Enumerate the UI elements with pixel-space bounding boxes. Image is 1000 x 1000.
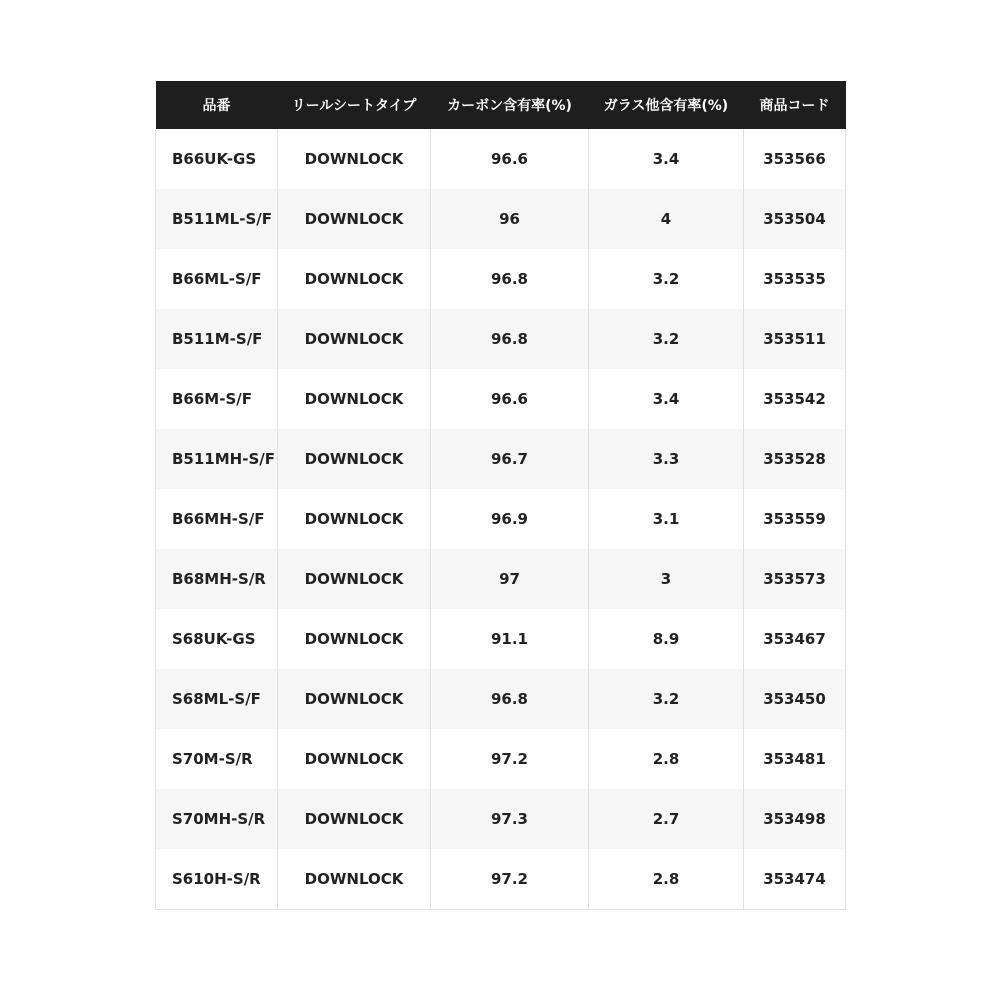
- cell-reel-seat-type: DOWNLOCK: [278, 309, 431, 369]
- cell-carbon-content: 97.2: [431, 849, 589, 910]
- table-row: [156, 309, 846, 369]
- cell-carbon-content: 97: [431, 549, 589, 609]
- table-header: [156, 81, 846, 129]
- cell-glass-content: 3.2: [589, 249, 744, 309]
- table-row: [156, 249, 846, 309]
- cell-product-code: 353542: [744, 369, 846, 429]
- cell-product-number: S70MH-S/R: [156, 789, 278, 849]
- cell-product-code: 353511: [744, 309, 846, 369]
- cell-reel-seat-type: DOWNLOCK: [278, 189, 431, 249]
- cell-product-number: B68MH-S/R: [156, 549, 278, 609]
- table-row: [156, 429, 846, 489]
- cell-reel-seat-type: DOWNLOCK: [278, 369, 431, 429]
- cell-carbon-content: 91.1: [431, 609, 589, 669]
- table-row: [156, 549, 846, 609]
- table-row: [156, 609, 846, 669]
- cell-glass-content: 3.2: [589, 669, 744, 729]
- cell-carbon-content: 96.6: [431, 369, 589, 429]
- cell-carbon-content: 96.8: [431, 669, 589, 729]
- cell-reel-seat-type: DOWNLOCK: [278, 789, 431, 849]
- header-row: [156, 81, 846, 129]
- cell-product-number: S68ML-S/F: [156, 669, 278, 729]
- cell-carbon-content: 96.6: [431, 129, 589, 189]
- cell-reel-seat-type: DOWNLOCK: [278, 549, 431, 609]
- header-glass-content: ガラス他含有率(%): [589, 81, 744, 129]
- cell-carbon-content: 96.7: [431, 429, 589, 489]
- cell-glass-content: 3.3: [589, 429, 744, 489]
- header-carbon-content: カーボン含有率(%): [431, 81, 589, 129]
- table-row: [156, 189, 846, 249]
- table-row: [156, 369, 846, 429]
- header-product-code: 商品コード: [744, 81, 846, 129]
- cell-glass-content: 4: [589, 189, 744, 249]
- cell-product-number: B511ML-S/F: [156, 189, 278, 249]
- cell-product-code: 353498: [744, 789, 846, 849]
- cell-product-number: S610H-S/R: [156, 849, 278, 910]
- cell-glass-content: 2.8: [589, 849, 744, 910]
- cell-reel-seat-type: DOWNLOCK: [278, 609, 431, 669]
- cell-reel-seat-type: DOWNLOCK: [278, 729, 431, 789]
- cell-reel-seat-type: DOWNLOCK: [278, 129, 431, 189]
- cell-product-number: B511MH-S/F: [156, 429, 278, 489]
- cell-carbon-content: 96.9: [431, 489, 589, 549]
- cell-product-number: S70M-S/R: [156, 729, 278, 789]
- cell-reel-seat-type: DOWNLOCK: [278, 849, 431, 910]
- cell-product-number: B66UK-GS: [156, 129, 278, 189]
- header-reel-seat-type: リールシートタイプ: [278, 81, 431, 129]
- cell-glass-content: 3.4: [589, 129, 744, 189]
- cell-product-code: 353474: [744, 849, 846, 910]
- cell-product-code: 353566: [744, 129, 846, 189]
- cell-product-number: B66MH-S/F: [156, 489, 278, 549]
- cell-product-code: 353467: [744, 609, 846, 669]
- cell-reel-seat-type: DOWNLOCK: [278, 249, 431, 309]
- cell-glass-content: 3.4: [589, 369, 744, 429]
- cell-carbon-content: 96.8: [431, 309, 589, 369]
- cell-product-code: 353573: [744, 549, 846, 609]
- cell-product-code: 353450: [744, 669, 846, 729]
- cell-product-number: B66ML-S/F: [156, 249, 278, 309]
- cell-reel-seat-type: DOWNLOCK: [278, 669, 431, 729]
- cell-product-code: 353481: [744, 729, 846, 789]
- cell-glass-content: 2.7: [589, 789, 744, 849]
- cell-product-code: 353559: [744, 489, 846, 549]
- cell-carbon-content: 96: [431, 189, 589, 249]
- cell-glass-content: 3: [589, 549, 744, 609]
- table-row: [156, 489, 846, 549]
- header-product-number: 品番: [156, 81, 278, 129]
- cell-reel-seat-type: DOWNLOCK: [278, 489, 431, 549]
- cell-product-number: B66M-S/F: [156, 369, 278, 429]
- cell-product-number: S68UK-GS: [156, 609, 278, 669]
- cell-product-code: 353504: [744, 189, 846, 249]
- cell-carbon-content: 96.8: [431, 249, 589, 309]
- table-row: [156, 849, 846, 910]
- cell-glass-content: 3.1: [589, 489, 744, 549]
- cell-glass-content: 2.8: [589, 729, 744, 789]
- cell-reel-seat-type: DOWNLOCK: [278, 429, 431, 489]
- cell-product-code: 353528: [744, 429, 846, 489]
- cell-carbon-content: 97.2: [431, 729, 589, 789]
- table-row: [156, 669, 846, 729]
- cell-carbon-content: 97.3: [431, 789, 589, 849]
- cell-product-number: B511M-S/F: [156, 309, 278, 369]
- cell-glass-content: 8.9: [589, 609, 744, 669]
- table-row: [156, 729, 846, 789]
- cell-glass-content: 3.2: [589, 309, 744, 369]
- spec-table: [155, 81, 846, 910]
- cell-product-code: 353535: [744, 249, 846, 309]
- table-body: [156, 129, 846, 910]
- table-row: [156, 789, 846, 849]
- table-row: [156, 129, 846, 189]
